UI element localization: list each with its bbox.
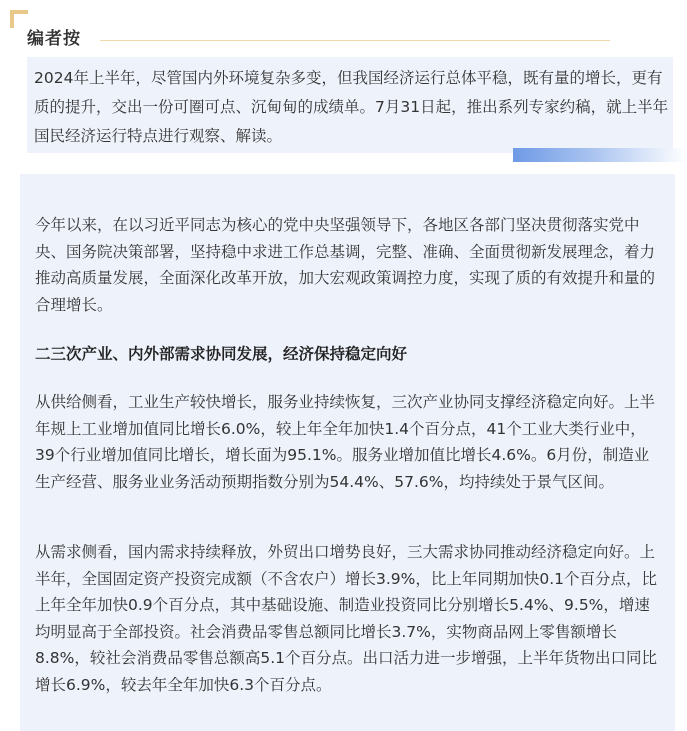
supply-side-paragraph: 从供给侧看，工业生产较快增长，服务业持续恢复，三次产业协同支撑经济稳定向好。上半年规上工业增加值同比增长6.0%，较上年全年加快1.4个百分点，41个工业大类行业中，39个行业增加值同比增长，增长面为95.1%。服务业增加值比增长4.6%。6月份，制造业生产经营、服务业业务活动预期指数分别为54.4%、57.6%，均持续处于景气区间。: [35, 393, 656, 491]
section-heading: 二三次产业、内外部需求协同发展，经济保持稳定向好: [35, 345, 408, 363]
editor-note-text: 2024年上半年，尽管国内外环境复杂多变，但我国经济运行总体平稳，既有量的增长，更有质的提升，交出一份可圈可点、沉甸甸的成绩单。7月31日起，推出系列专家约稿，就上半年国民经济运行特点进行观察、解读。: [34, 69, 669, 145]
article-intro-paragraph: 今年以来，在以习近平同志为核心的党中央坚强领导下，各地区各部门坚决贯彻落实党中央、国务院决策部署，坚持稳中求进工作总基调，完整、准确、全面贯彻新发展理念，着力推动高质量发展，全面深化改革开放，加大宏观政策调控力度，实现了质的有效提升和量的合理增长。: [35, 216, 656, 314]
editor-note-title: 编者按: [27, 29, 81, 49]
demand-side-paragraph: 从需求侧看，国内需求持续释放，外贸出口增势良好，三大需求协同推动经济稳定向好。上半年，全国固定资产投资完成额（不含农户）增长3.9%，比上年同期加快0.1个百分点，比上年全年加快0.9个百分点，其中基础设施、制造业投资同比分别增长5.4%、9.5%，增速均明显高于全部投资。社会消费品零售总额同比增长3.7%，实物商品网上零售额增长8.8%，较社会消费品零售总额高5.1个百分点。出口活力进一步增强，上半年货物出口同比增长6.9%，较去年全年加快6.3个百分点。: [35, 543, 658, 694]
title-divider: [100, 40, 610, 41]
gradient-divider-bar: [513, 148, 687, 162]
corner-bracket-decoration: [10, 10, 28, 28]
